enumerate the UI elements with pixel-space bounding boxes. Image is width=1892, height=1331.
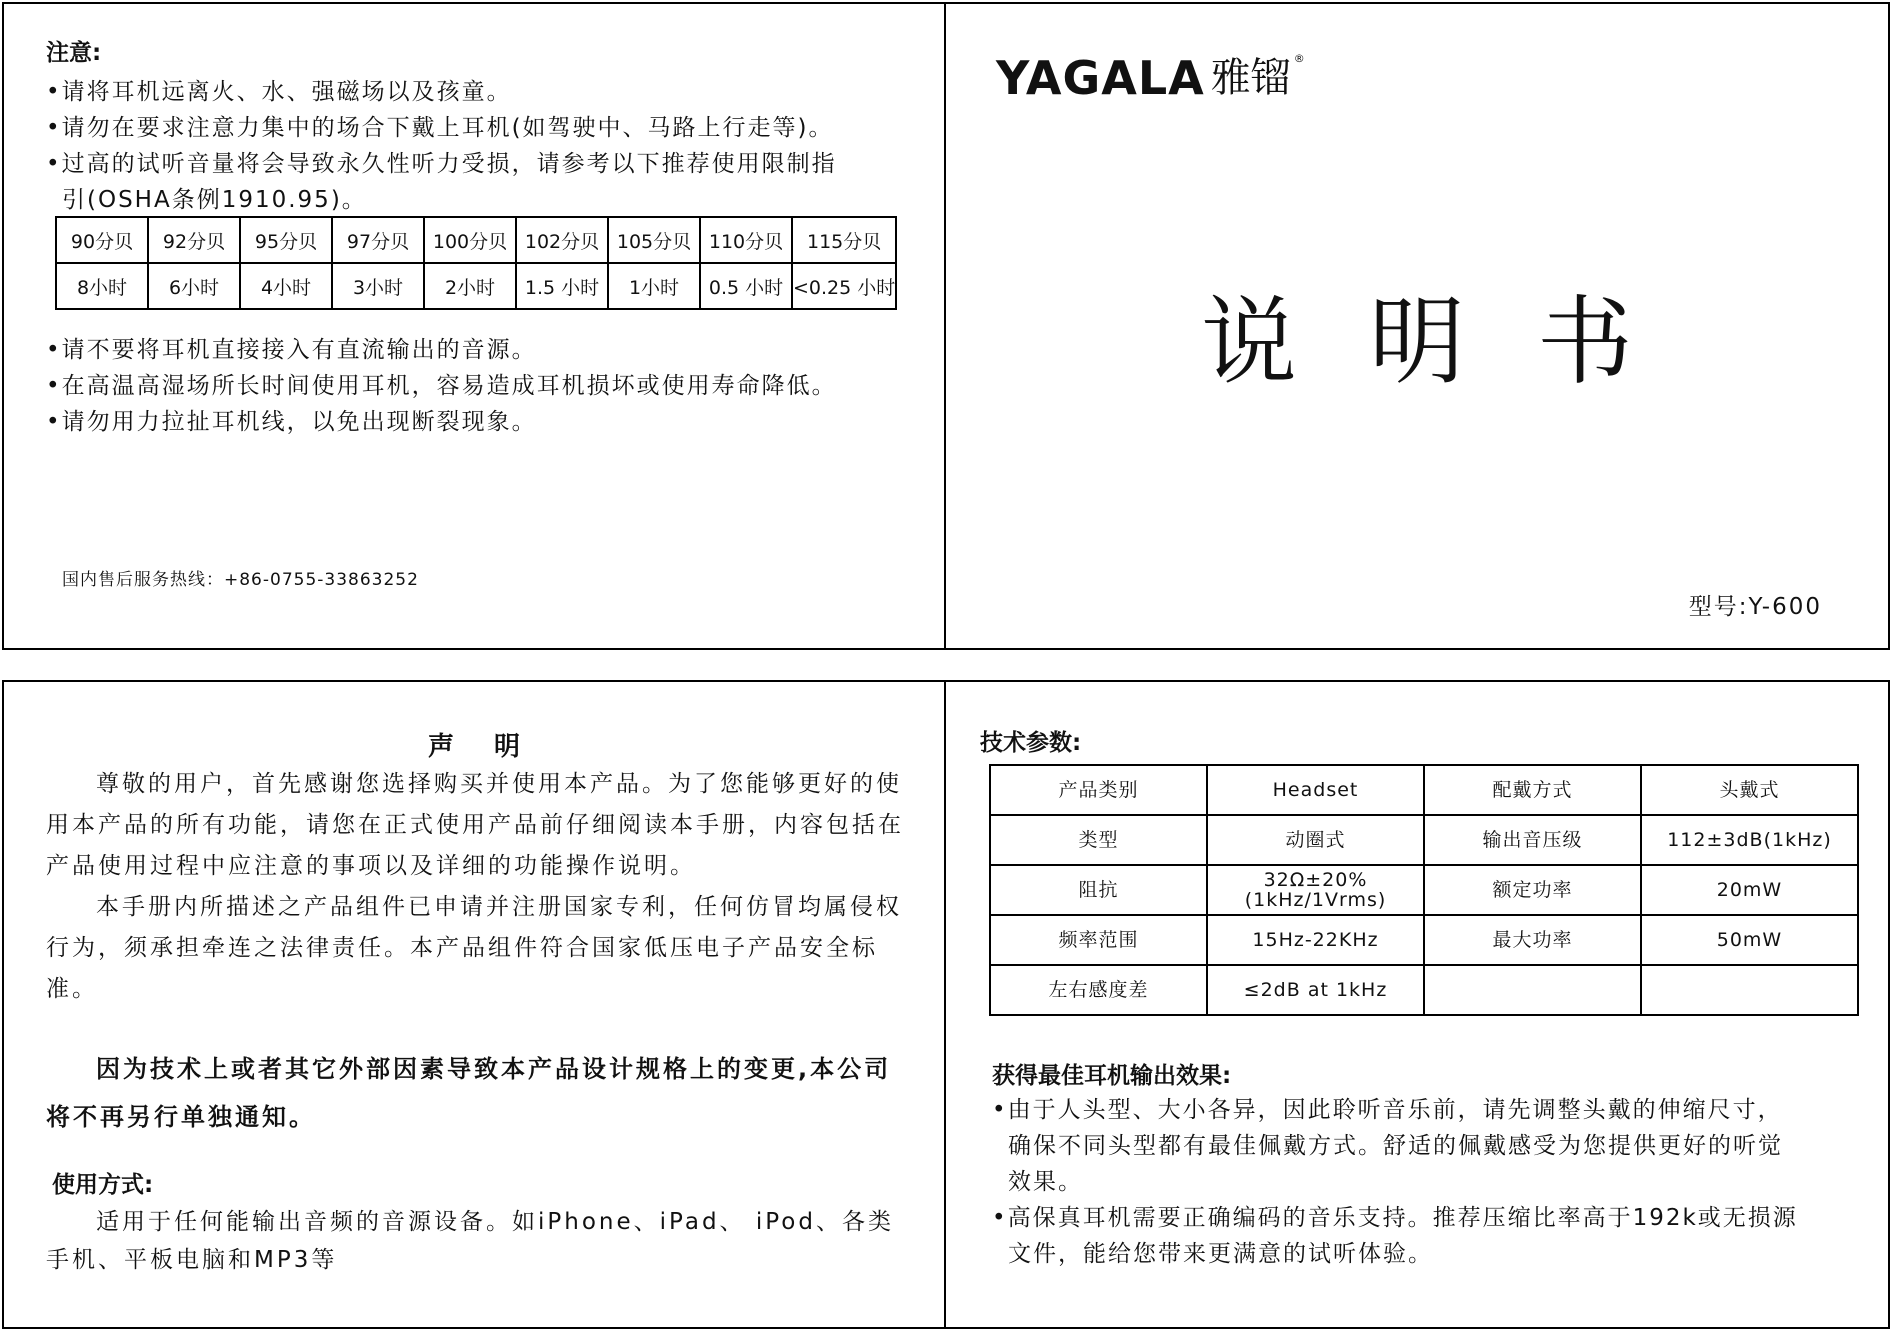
db-level-cell: 105分贝 xyxy=(608,217,700,263)
spec-value-cell: 32Ω±20% (1kHz/1Vrms) xyxy=(1207,865,1424,915)
cover-panel xyxy=(944,2,1890,650)
logo-wordmark: YAGALA xyxy=(996,51,1205,105)
usage-text: 适用于任何能输出音频的音源设备。如iPhone、iPad、 iPod、各类手机、平板电脑和MP3等 xyxy=(46,1209,894,1273)
duration-row xyxy=(56,263,896,309)
spec-label-cell: 左右感度差 xyxy=(990,965,1207,1015)
spec-value-cell: 头戴式 xyxy=(1641,765,1858,815)
duration-cell: 3小时 xyxy=(332,263,424,309)
db-level-cell: 90分贝 xyxy=(56,217,148,263)
spec-value-cell: 112±3dB(1kHz) xyxy=(1641,815,1858,865)
spec-value-cell: 20mW xyxy=(1641,865,1858,915)
spec-label-cell: 产品类别 xyxy=(990,765,1207,815)
declaration-paragraph: 本手册内所描述之产品组件已申请并注册国家专利，任何仿冒均属侵权行为，须承担牵连之法律责任。本产品组件符合国家低压电子产品安全标准。 xyxy=(46,894,902,1002)
service-hotline: 国内售后服务热线：+86-0755-33863252 xyxy=(62,570,419,590)
specs-table xyxy=(989,764,1859,1016)
registered-mark: ® xyxy=(1293,52,1305,65)
notice-bullets-bottom xyxy=(46,332,926,440)
spec-label-cell: 配戴方式 xyxy=(1424,765,1641,815)
spec-label-cell: 类型 xyxy=(990,815,1207,865)
spec-value-cell: 50mW xyxy=(1641,915,1858,965)
spec-value-cell: 动圈式 xyxy=(1207,815,1424,865)
duration-cell: 0.5 小时 xyxy=(700,263,792,309)
logo-chinese: 雅镏 xyxy=(1210,55,1291,101)
notice-bullet: •请勿在要求注意力集中的场合下戴上耳机(如驾驶中、马路上行走等)。 xyxy=(46,115,834,141)
spec-label-cell: 最大功率 xyxy=(1424,915,1641,965)
spec-value-cell: Headset xyxy=(1207,765,1424,815)
duration-cell: 2小时 xyxy=(424,263,516,309)
table-row xyxy=(990,815,1858,865)
duration-cell: 1.5 小时 xyxy=(516,263,608,309)
best-output-bullet: •由于人头型、大小各异，因此聆听音乐前，请先调整头戴的伸缩尺寸， 确保不同头型都有最佳佩戴方式。舒适的佩戴感受为您提供更好的听觉 效果。 xyxy=(992,1097,1783,1195)
brand-logo xyxy=(996,50,1305,106)
spec-label-cell xyxy=(1424,965,1641,1015)
db-level-cell: 115分贝 xyxy=(792,217,896,263)
table-row xyxy=(990,865,1858,915)
notice-panel xyxy=(2,2,946,650)
usage-heading: 使用方式: xyxy=(52,1172,154,1198)
duration-cell: 1小时 xyxy=(608,263,700,309)
notice-bullets-top xyxy=(46,74,926,218)
table-row xyxy=(990,915,1858,965)
specs-heading: 技术参数: xyxy=(980,730,1082,756)
manual-title: 说明书 xyxy=(1201,286,1705,398)
best-output-heading: 获得最佳耳机输出效果: xyxy=(992,1063,1232,1089)
spec-value-cell xyxy=(1641,965,1858,1015)
table-row xyxy=(990,965,1858,1015)
declaration-title: 声明 xyxy=(427,732,560,762)
db-level-cell: 97分贝 xyxy=(332,217,424,263)
best-output-bullet: •高保真耳机需要正确编码的音乐支持。推荐压缩比率高于192k或无损源 文件，能给您带来更满意的试听体验。 xyxy=(992,1205,1798,1267)
notice-bullet: •过高的试听音量将会导致永久性听力受损，请参考以下推荐使用限制指 引(OSHA条例1910.95)。 xyxy=(46,151,837,213)
db-level-cell: 100分贝 xyxy=(424,217,516,263)
declaration-panel xyxy=(2,680,946,1329)
best-output-bullets xyxy=(992,1092,1862,1272)
spec-label-cell: 输出音压级 xyxy=(1424,815,1641,865)
specs-panel xyxy=(944,680,1890,1329)
volume-limit-table xyxy=(55,216,897,310)
duration-cell: 6小时 xyxy=(148,263,240,309)
db-level-cell: 95分贝 xyxy=(240,217,332,263)
table-row xyxy=(990,765,1858,815)
db-level-cell: 102分贝 xyxy=(516,217,608,263)
db-level-cell: 110分贝 xyxy=(700,217,792,263)
notice-bullet: •请不要将耳机直接接入有直流输出的音源。 xyxy=(46,337,537,363)
spec-value-cell: 15Hz-22KHz xyxy=(1207,915,1424,965)
db-level-cell: 92分贝 xyxy=(148,217,240,263)
notice-heading: 注意: xyxy=(46,40,102,66)
duration-cell: <0.25 小时 xyxy=(792,263,896,309)
notice-bullet: •请将耳机远离火、水、强磁场以及孩童。 xyxy=(46,79,512,105)
duration-cell: 8小时 xyxy=(56,263,148,309)
db-level-row xyxy=(56,217,896,263)
duration-cell: 4小时 xyxy=(240,263,332,309)
spec-value-cell: ≤2dB at 1kHz xyxy=(1207,965,1424,1015)
spec-label-cell: 频率范围 xyxy=(990,915,1207,965)
model-number: 型号:Y-600 xyxy=(1688,594,1822,620)
spec-label-cell: 额定功率 xyxy=(1424,865,1641,915)
notice-bullet: •在高温高湿场所长时间使用耳机，容易造成耳机损坏或使用寿命降低。 xyxy=(46,373,837,399)
spec-label-cell: 阻抗 xyxy=(990,865,1207,915)
notice-bullet: •请勿用力拉扯耳机线，以免出现断裂现象。 xyxy=(46,409,537,435)
design-change-notice: 因为技术上或者其它外部因素导致本产品设计规格上的变更,本公司将不再另行单独通知。 xyxy=(46,1055,892,1131)
declaration-paragraph: 尊敬的用户，首先感谢您选择购买并使用本产品。为了您能够更好的使用本产品的所有功能，请您在正式使用产品前仔细阅读本手册，内容包括在产品使用过程中应注意的事项以及详细的功能操作说明。 xyxy=(46,771,904,879)
